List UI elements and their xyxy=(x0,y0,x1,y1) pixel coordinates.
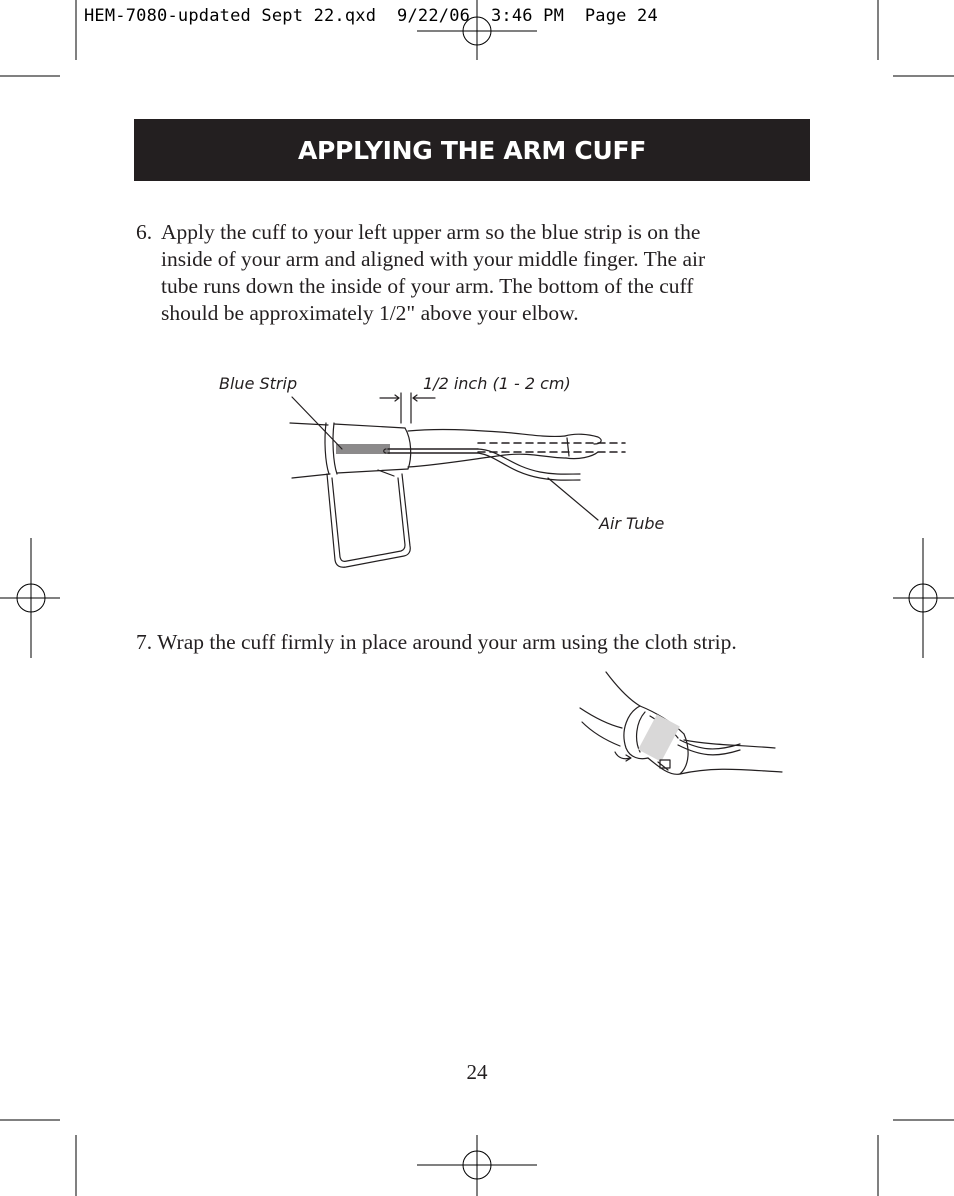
step-6-number: 6. xyxy=(136,220,153,244)
section-title: APPLYING THE ARM CUFF xyxy=(297,135,647,165)
step-6-line: inside of your arm and aligned with your middle finger. The air xyxy=(161,247,706,271)
step-6-line: Apply the cuff to your left upper arm so the blue strip is on the xyxy=(161,220,701,244)
page-number: 24 xyxy=(466,1060,488,1084)
air-tube-label: Air Tube xyxy=(599,514,665,533)
step-6-line: should be approximately 1/2" above your elbow. xyxy=(161,301,579,325)
step-7: 7. Wrap the cuff firmly in place around your arm using the cloth strip. xyxy=(136,630,737,654)
step-6-line: tube runs down the inside of your arm. The bottom of the cuff xyxy=(161,274,694,298)
blue-strip-label: Blue Strip xyxy=(219,374,298,393)
print-slug: HEM-7080-updated Sept 22.qxd 9/22/06 3:46 PM Page 24 xyxy=(84,6,658,26)
distance-label: 1/2 inch (1 - 2 cm) xyxy=(423,374,571,393)
